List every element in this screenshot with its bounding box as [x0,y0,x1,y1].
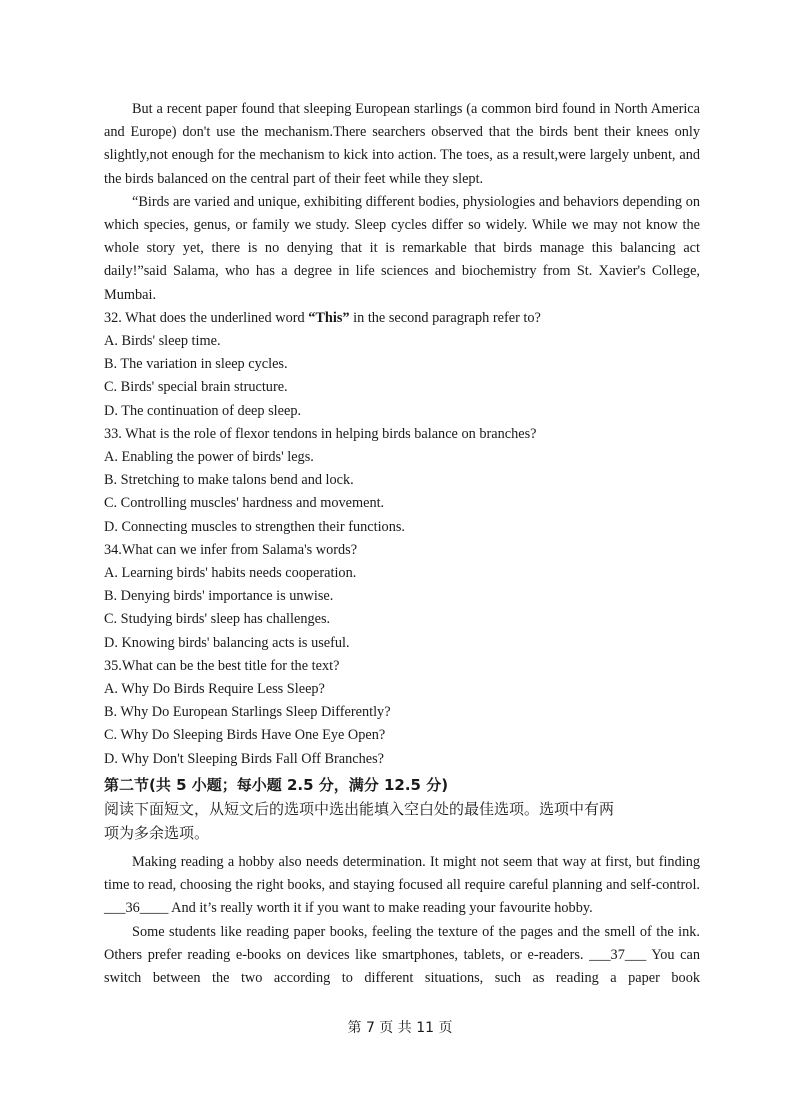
option-c: C. Why Do Sleeping Birds Have One Eye Open? [104,727,386,744]
option-b: B. The variation in sleep cycles. [104,356,288,373]
option-c: C. Studying birds' sleep has challenges. [104,611,331,628]
blank-37: ___37___ [583,946,652,963]
option-b: B. Denying birds' importance is unwise. [104,588,334,605]
option-d: D. Knowing birds' balancing acts is useful. [104,634,350,651]
question-stem: 33. What is the role of flexor tendons in helping birds balance on branches? [104,425,537,442]
blank-36: ___36____ [104,900,172,917]
option-b: B. Stretching to make talons bend and lock. [104,472,354,489]
passage-paragraph-1: But a recent paper found that sleeping European starlings (a common bird found in North America and Europe) don't use the mechanism.There searchers observed that the birds bent their knees only slightly,not enough for the mechanism to kick into action. The toes, as a result,were largely unbent, and the birds balanced on the central part of their feet while they slept. [104,101,700,187]
option-a: A. Learning birds' habits needs cooperation. [104,565,357,582]
question-35 [104,655,700,771]
option-d: D. Why Don't Sleeping Birds Fall Off Branches? [104,750,385,767]
passage-paragraph-2: “Birds are varied and unique, exhibiting different bodies, physiologies and behaviors depending on which species, genus, or family we study. Sleep cycles differ so widely. While we may not know the whole story yet, there is no denying that it is remarkable that birds manage this balancing act daily!”said Salama, who has a degree in life sciences and biochemistry from St. Xavier's College, Mumbai. [104,193,700,303]
question-33 [104,423,700,539]
option-d: D. Connecting muscles to strengthen their functions. [104,518,405,535]
question-32 [104,307,700,423]
question-34 [104,539,700,655]
page-content [104,98,700,990]
bold-word-this: “This” [308,309,350,326]
option-a: A. Why Do Birds Require Less Sleep? [104,681,325,698]
question-stem: 32. What does the underlined word “This” in the second paragraph refer to? [104,309,541,326]
cloze-paragraph-1: Making reading a hobby also needs determination. It might not seem that way at first, but finding time to read, choosing the right books, and staying focused all require careful planning and self-control. ___36____ And it’s really worth it if you want to make reading your favourite hobby. [104,853,700,917]
option-c: C. Birds' special brain structure. [104,379,288,396]
section-instruction-line-2: 项为多余选项。 [104,823,210,842]
cloze-paragraph-2: Some students like reading paper books, feeling the texture of the pages and the smell of the ink. Others prefer reading e-books on devices like smartphones, tablets, or e-readers. ___37___ You can switch between the two according to different situations, such as reading a paper book [104,923,700,986]
option-c: C. Controlling muscles' hardness and movement. [104,495,385,512]
page-footer: 第 7 页 共 11 页 [347,1020,453,1036]
section-heading: 第二节(共 5 小题；每小题 2.5 分，满分 12.5 分) [104,775,449,794]
option-a: A. Birds' sleep time. [104,333,221,350]
option-a: A. Enabling the power of birds' legs. [104,449,314,466]
section-instruction-line-1: 阅读下面短文，从短文后的选项中选出能填入空白处的最佳选项。选项中有两 [104,799,615,818]
option-d: D. The continuation of deep sleep. [104,402,302,419]
option-b: B. Why Do European Starlings Sleep Differently? [104,704,391,721]
question-stem: 35.What can be the best title for the text? [104,657,340,674]
question-stem: 34.What can we infer from Salama's words? [104,541,358,558]
